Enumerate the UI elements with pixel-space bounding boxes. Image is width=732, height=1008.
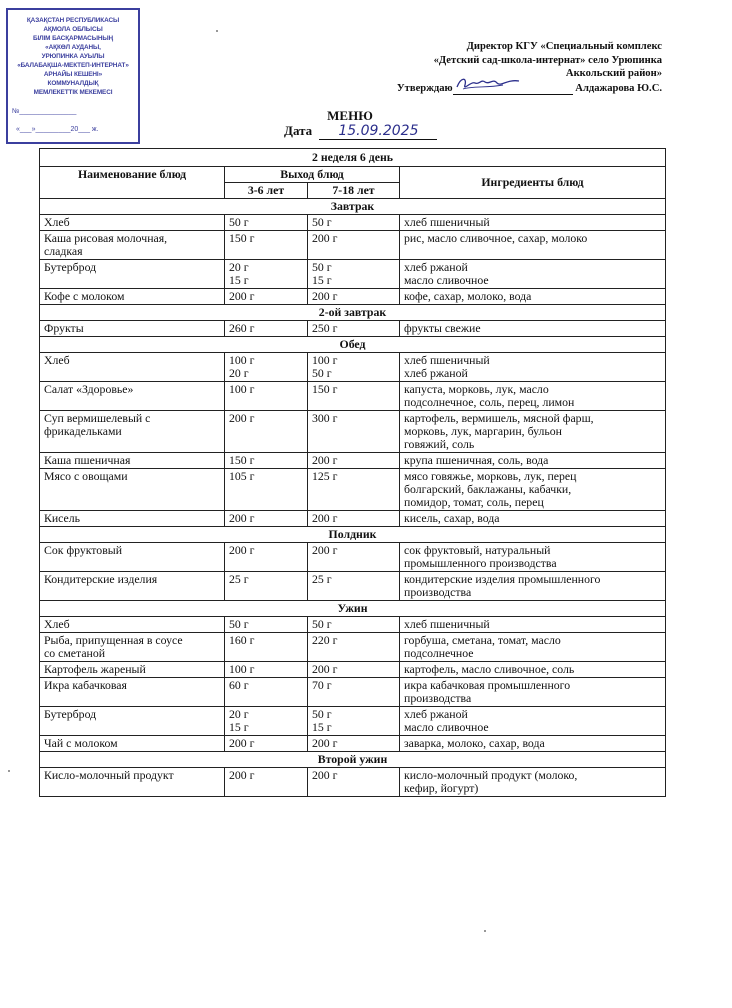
portion-3-6 xyxy=(225,260,308,289)
dish-name-line: Кондитерские изделия xyxy=(44,572,158,586)
ingredients-line: кофе, сахар, молоко, вода xyxy=(404,289,532,303)
dish-name-line: Рыба, припущенная в соусе xyxy=(44,633,183,647)
portion-7-18 xyxy=(308,678,400,707)
section-title: 2-ой завтрак xyxy=(40,305,666,321)
portion-7-18-line: 220 г xyxy=(312,633,338,647)
ingredients xyxy=(400,617,666,633)
menu-table xyxy=(39,148,666,797)
portion-7-18-line: 50 г xyxy=(312,215,332,229)
portion-3-6 xyxy=(225,289,308,305)
portion-3-6-line: 20 г xyxy=(229,366,249,380)
ingredients-line: сок фруктовый, натуральный xyxy=(404,543,551,557)
portion-3-6 xyxy=(225,382,308,411)
ingredients-line: говяжий, соль xyxy=(404,437,475,451)
portion-7-18-line: 70 г xyxy=(312,678,332,692)
ingredients xyxy=(400,321,666,337)
dish-name xyxy=(40,736,225,752)
ingredients-line: подсолнечное xyxy=(404,646,474,660)
approve-label: Утверждаю xyxy=(396,82,453,94)
dish-name xyxy=(40,572,225,601)
dish-name-line: Чай с молоком xyxy=(44,736,118,750)
dish-name xyxy=(40,707,225,736)
table-row xyxy=(40,617,666,633)
ingredients-line: рис, масло сливочное, сахар, молоко xyxy=(404,231,588,245)
dish-name-line: Бутерброд xyxy=(44,707,97,721)
portion-7-18 xyxy=(308,469,400,511)
section-title: Обед xyxy=(40,337,666,353)
col-name-header: Наименование блюд xyxy=(40,167,225,199)
portion-7-18 xyxy=(308,707,400,736)
dish-name xyxy=(40,453,225,469)
portion-7-18 xyxy=(308,260,400,289)
dish-name-line: Кофе с молоком xyxy=(44,289,125,303)
portion-3-6-line: 15 г xyxy=(229,273,249,287)
portion-3-6 xyxy=(225,511,308,527)
ingredients xyxy=(400,382,666,411)
ingredients-line: хлеб пшеничный xyxy=(404,353,490,367)
approval-line-2: «Детский сад-школа-интернат» село Урюпинка xyxy=(433,54,662,66)
dish-name xyxy=(40,633,225,662)
ingredients-line: подсолнечное, соль, перец, лимон xyxy=(404,395,575,409)
portion-7-18-line: 250 г xyxy=(312,321,338,335)
portion-7-18 xyxy=(308,662,400,678)
ingredients-line: хлеб ржаной xyxy=(404,707,468,721)
portion-7-18-line: 50 г xyxy=(312,260,332,274)
portion-3-6-line: 260 г xyxy=(229,321,255,335)
date-label: Дата xyxy=(284,123,313,138)
table-row xyxy=(40,289,666,305)
dish-name-line: Мясо с овощами xyxy=(44,469,128,483)
portion-7-18 xyxy=(308,289,400,305)
dish-name-line: Каша рисовая молочная, xyxy=(44,231,168,245)
approval-line-3: Аккольский район» xyxy=(565,68,662,79)
section-title: Полдник xyxy=(40,527,666,543)
dish-name xyxy=(40,469,225,511)
dish-name-line: Картофель жареный xyxy=(44,662,146,676)
ingredients xyxy=(400,707,666,736)
ingredients-line: кисло-молочный продукт (молоко, xyxy=(404,768,578,782)
section-title: Второй ужин xyxy=(40,752,666,768)
dish-name-line: Кисель xyxy=(44,511,81,525)
ingredients xyxy=(400,768,666,797)
ingredients-line: хлеб ржаной xyxy=(404,260,468,274)
portion-7-18-line: 200 г xyxy=(312,511,338,525)
ingredients-line: кефир, йогурт) xyxy=(404,781,479,795)
dish-name-line: Кисло-молочный продукт xyxy=(44,768,174,782)
section-title: Завтрак xyxy=(40,199,666,215)
table-row xyxy=(40,231,666,260)
portion-3-6-line: 200 г xyxy=(229,768,255,782)
table-header-row xyxy=(40,167,666,183)
portion-7-18 xyxy=(308,543,400,572)
portion-7-18 xyxy=(308,453,400,469)
ingredients-line: производства xyxy=(404,691,472,705)
stamp-line: ҚАЗАҚСТАН РЕСПУБЛИКАСЫ xyxy=(26,17,120,24)
portion-3-6 xyxy=(225,736,308,752)
approval-line-1: Директор КГУ «Специальный комплекс xyxy=(466,41,662,52)
portion-3-6-line: 200 г xyxy=(229,411,255,425)
portion-3-6-line: 100 г xyxy=(229,382,255,396)
portion-3-6 xyxy=(225,678,308,707)
portion-7-18-line: 200 г xyxy=(312,736,338,750)
col-ingredients-header: Ингредиенты блюд xyxy=(400,167,666,199)
dish-name-line: Икра кабачковая xyxy=(44,678,127,692)
ingredients xyxy=(400,231,666,260)
portion-7-18-line: 200 г xyxy=(312,289,338,303)
table-row xyxy=(40,543,666,572)
portion-7-18-line: 50 г xyxy=(312,707,332,721)
portion-7-18-line: 25 г xyxy=(312,572,332,586)
dish-name xyxy=(40,678,225,707)
ingredients xyxy=(400,469,666,511)
dish-name xyxy=(40,289,225,305)
portion-3-6-line: 150 г xyxy=(229,453,255,467)
ingredients-line: заварка, молоко, сахар, вода xyxy=(404,736,545,750)
col-output-header: Выход блюд xyxy=(225,167,400,183)
portion-7-18 xyxy=(308,511,400,527)
portion-3-6 xyxy=(225,768,308,797)
portion-3-6-line: 50 г xyxy=(229,617,249,631)
approval-signature-row xyxy=(322,82,662,96)
portion-7-18 xyxy=(308,215,400,231)
portion-3-6-line: 50 г xyxy=(229,215,249,229)
portion-3-6-line: 150 г xyxy=(229,231,255,245)
dish-name-line: со сметаной xyxy=(44,646,106,660)
portion-3-6 xyxy=(225,215,308,231)
ingredients-line: фрукты свежие xyxy=(404,321,481,335)
portion-3-6-line: 160 г xyxy=(229,633,255,647)
portion-7-18-line: 300 г xyxy=(312,411,338,425)
stamp-line: «АҚКӨЛ АУДАНЫ, xyxy=(45,44,101,51)
stamp-line: АҚМОЛА ОБЛЫСЫ xyxy=(43,26,103,33)
section-row xyxy=(40,337,666,353)
dish-name-line: Хлеб xyxy=(44,353,70,367)
ingredients xyxy=(400,678,666,707)
ingredients xyxy=(400,543,666,572)
stamp-line: УРЮПИНКА АУЫЛЫ xyxy=(41,53,105,60)
portion-3-6-line: 105 г xyxy=(229,469,255,483)
signature-line xyxy=(453,83,573,95)
portion-3-6 xyxy=(225,453,308,469)
portion-3-6 xyxy=(225,633,308,662)
ingredients-line: горбуша, сметана, томат, масло xyxy=(404,633,561,647)
ingredients-line: хлеб пшеничный xyxy=(404,215,490,229)
table-row xyxy=(40,633,666,662)
ingredients-line: кондитерские изделия промышленного xyxy=(404,572,601,586)
signature-icon xyxy=(453,73,523,95)
dish-name xyxy=(40,768,225,797)
portion-3-6-line: 200 г xyxy=(229,736,255,750)
ingredients-line: производства xyxy=(404,585,472,599)
menu-table-body xyxy=(40,199,666,797)
dish-name xyxy=(40,543,225,572)
ingredients xyxy=(400,215,666,231)
table-row xyxy=(40,768,666,797)
date-value: 15.09.2025 xyxy=(319,123,437,140)
dish-name xyxy=(40,511,225,527)
dish-name xyxy=(40,260,225,289)
ingredients xyxy=(400,633,666,662)
ingredients xyxy=(400,289,666,305)
ingredients-line: хлеб ржаной xyxy=(404,366,468,380)
table-row xyxy=(40,662,666,678)
portion-7-18 xyxy=(308,382,400,411)
portion-7-18 xyxy=(308,768,400,797)
stamp-line: МЕМЛЕКЕТТІК МЕКЕМЕСІ xyxy=(33,89,113,96)
dish-name-line: Суп вермишелевый с xyxy=(44,411,151,425)
portion-3-6-line: 60 г xyxy=(229,678,249,692)
ingredients-line: картофель, вермишель, мясной фарш, xyxy=(404,411,594,425)
section-row xyxy=(40,752,666,768)
portion-7-18-line: 150 г xyxy=(312,382,338,396)
stamp-line: КОММУНАЛДЫҚ xyxy=(47,80,99,87)
portion-7-18-line: 200 г xyxy=(312,231,338,245)
portion-3-6 xyxy=(225,321,308,337)
col-age2-header: 7-18 лет xyxy=(308,183,400,199)
dish-name xyxy=(40,411,225,453)
dish-name xyxy=(40,231,225,260)
portion-3-6 xyxy=(225,617,308,633)
table-row xyxy=(40,382,666,411)
portion-7-18 xyxy=(308,231,400,260)
dish-name-line: Хлеб xyxy=(44,215,70,229)
portion-3-6-line: 100 г xyxy=(229,353,255,367)
dish-name-line: Салат «Здоровье» xyxy=(44,382,134,396)
table-row xyxy=(40,411,666,453)
ingredients-line: мясо говяжье, морковь, лук, перец xyxy=(404,469,577,483)
stamp-line: БІЛІМ БАСҚАРМАСЫНЫҢ xyxy=(32,35,114,42)
ingredients xyxy=(400,353,666,382)
table-row xyxy=(40,707,666,736)
section-row xyxy=(40,199,666,215)
ingredients-line: промышленного производства xyxy=(404,556,557,570)
portion-7-18 xyxy=(308,736,400,752)
date-row xyxy=(284,123,437,140)
portion-7-18-line: 200 г xyxy=(312,453,338,467)
dish-name-line: Каша пшеничная xyxy=(44,453,131,467)
ingredients xyxy=(400,511,666,527)
table-row xyxy=(40,678,666,707)
scan-speck xyxy=(216,30,218,32)
table-row xyxy=(40,511,666,527)
table-row xyxy=(40,572,666,601)
portion-7-18 xyxy=(308,353,400,382)
portion-3-6 xyxy=(225,662,308,678)
portion-3-6-line: 15 г xyxy=(229,720,249,734)
dish-name-line: Хлеб xyxy=(44,617,70,631)
col-age1-header: 3-6 лет xyxy=(225,183,308,199)
portion-7-18-line: 200 г xyxy=(312,662,338,676)
week-day-header: 2 неделя 6 день xyxy=(40,149,666,167)
stamp-line: «БАЛАБАҚША-МЕКТЕП-ИНТЕРНАТ» xyxy=(17,62,129,69)
portion-7-18-line: 15 г xyxy=(312,273,332,287)
dish-name-line: Фрукты xyxy=(44,321,84,335)
stamp-number-line: №_______________ xyxy=(12,108,77,115)
ingredients xyxy=(400,453,666,469)
dish-name xyxy=(40,353,225,382)
dish-name xyxy=(40,321,225,337)
stamp-line: АРНАЙЫ КЕШЕНІ» xyxy=(43,71,103,78)
section-title: Ужин xyxy=(40,601,666,617)
ingredients xyxy=(400,662,666,678)
ingredients-line: хлеб пшеничный xyxy=(404,617,490,631)
ingredients-line: икра кабачковая промышленного xyxy=(404,678,571,692)
portion-3-6 xyxy=(225,411,308,453)
approval-block xyxy=(322,40,662,95)
dish-name xyxy=(40,382,225,411)
portion-3-6 xyxy=(225,231,308,260)
signer-name: Алдажарова Ю.С. xyxy=(575,82,662,94)
table-week-row xyxy=(40,149,666,167)
table-row xyxy=(40,353,666,382)
ingredients xyxy=(400,260,666,289)
portion-3-6-line: 25 г xyxy=(229,572,249,586)
portion-3-6-line: 200 г xyxy=(229,289,255,303)
portion-3-6-line: 20 г xyxy=(229,707,249,721)
table-row xyxy=(40,736,666,752)
ingredients-line: масло сливочное xyxy=(404,720,489,734)
scan-speck xyxy=(484,930,486,932)
portion-7-18-line: 15 г xyxy=(312,720,332,734)
ingredients-line: масло сливочное xyxy=(404,273,489,287)
ingredients-line: картофель, масло сливочное, соль xyxy=(404,662,575,676)
portion-7-18-line: 200 г xyxy=(312,543,338,557)
portion-7-18-line: 50 г xyxy=(312,617,332,631)
portion-3-6-line: 20 г xyxy=(229,260,249,274)
table-row xyxy=(40,260,666,289)
dish-name-line: Сок фруктовый xyxy=(44,543,123,557)
portion-7-18 xyxy=(308,321,400,337)
dish-name-line: сладкая xyxy=(44,244,83,258)
dish-name xyxy=(40,215,225,231)
portion-3-6 xyxy=(225,469,308,511)
ingredients xyxy=(400,572,666,601)
table-row xyxy=(40,469,666,511)
dish-name xyxy=(40,617,225,633)
portion-7-18-line: 100 г xyxy=(312,353,338,367)
ingredients-line: капуста, морковь, лук, масло xyxy=(404,382,549,396)
portion-7-18-line: 50 г xyxy=(312,366,332,380)
portion-3-6-line: 100 г xyxy=(229,662,255,676)
table-row xyxy=(40,215,666,231)
dish-name-line: фрикадельками xyxy=(44,424,122,438)
section-row xyxy=(40,601,666,617)
dish-name xyxy=(40,662,225,678)
ingredients xyxy=(400,411,666,453)
portion-3-6 xyxy=(225,572,308,601)
ingredients xyxy=(400,736,666,752)
portion-7-18 xyxy=(308,572,400,601)
page-title: МЕНЮ xyxy=(327,108,373,123)
scan-speck xyxy=(8,770,10,772)
table-row xyxy=(40,453,666,469)
stamp-text xyxy=(8,16,138,97)
section-row xyxy=(40,527,666,543)
portion-3-6-line: 200 г xyxy=(229,511,255,525)
portion-3-6 xyxy=(225,353,308,382)
ingredients-line: кисель, сахар, вода xyxy=(404,511,500,525)
portion-3-6 xyxy=(225,543,308,572)
portion-7-18-line: 125 г xyxy=(312,469,338,483)
portion-3-6-line: 200 г xyxy=(229,543,255,557)
portion-7-18 xyxy=(308,633,400,662)
section-row xyxy=(40,305,666,321)
table-row xyxy=(40,321,666,337)
stamp-date-line: «___»_________20___ ж. xyxy=(16,126,99,133)
ingredients-line: крупа пшеничная, соль, вода xyxy=(404,453,549,467)
ingredients-line: помидор, томат, соль, перец xyxy=(404,495,544,509)
portion-7-18 xyxy=(308,617,400,633)
ingredients-line: болгарский, баклажаны, кабачки, xyxy=(404,482,572,496)
portion-7-18-line: 200 г xyxy=(312,768,338,782)
portion-7-18 xyxy=(308,411,400,453)
portion-3-6 xyxy=(225,707,308,736)
dish-name-line: Бутерброд xyxy=(44,260,97,274)
ingredients-line: морковь, лук, маргарин, бульон xyxy=(404,424,562,438)
